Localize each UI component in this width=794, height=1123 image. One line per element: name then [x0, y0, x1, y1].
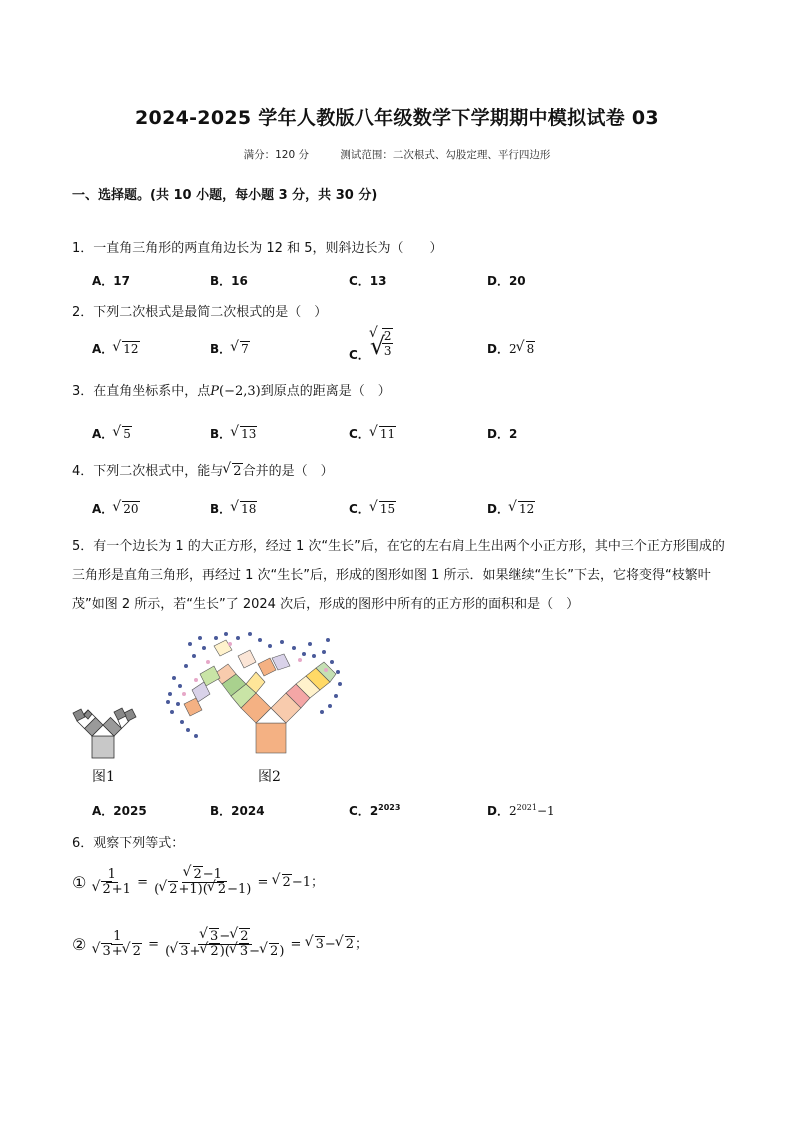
option-c: C． √ √ $\frac{2}{3}$: [349, 328, 393, 358]
question-4: 4．下列二次根式中，能与√ 2合并的是（ ）: [72, 462, 334, 482]
option-b: B．√ 18: [210, 500, 257, 517]
question-1: 1．一直角三角形的两直角边长为 12 和 5，则斜边长为（ ）: [72, 241, 443, 256]
figure-1-pythagoras-tree-icon: [70, 700, 142, 760]
equation-2: ② 1 √ 3+√ 2 = √ $\frac{3-√ 2}{(√ 3+√ 2)(√ 3-√ 2)}$ = √ 3−√ 2；: [72, 930, 368, 959]
question-5: 5．有一个边长为 1 的大正方形，经过 1 次“生长”后，在它的左右肩上生出两个小正方形，其中三个正方形围成的三角形是直角三角形，再经过 1 次“生长”后，形成的图形如图 1 所示．如果继续“生长”下去，它将变得“枝繁叶茂”如图 2 所示，若“生长”了 2024 次后，形成的图形中所有的正方形的面积和是（ ）: [72, 539, 725, 612]
figure-2-pythagoras-tree-icon: [160, 626, 346, 756]
question-2: 2．下列二次根式是最简二次根式的是（ ）: [72, 305, 328, 320]
option-d: D．20: [487, 274, 526, 288]
equation-1: ① 1 √ 2+1 = √ $\frac{2-1}{(√ 2+1)(√ 2-1)}$ = √ 2−1；: [72, 868, 324, 897]
test-scope: 测试范围：二次根式、勾股定理、平行四边形: [340, 149, 551, 161]
full-score: 满分：120 分: [243, 149, 310, 161]
option-c: C．√ 15: [349, 500, 396, 517]
option-b: B．16: [210, 274, 248, 288]
option-a: A．√ 12: [92, 340, 140, 357]
question-3: 3．在直角坐标系中，点P(−2,3)到原点的距离是（ ）: [72, 384, 391, 399]
option-c: C．13: [349, 274, 387, 288]
option-d: D．√ 12: [487, 500, 535, 517]
option-a: A．2025: [92, 804, 147, 818]
option-b: B．2024: [210, 804, 265, 818]
option-b: B．√ 13: [210, 425, 257, 442]
page-title: 2024-2025 学年人教版八年级数学下学期期中模拟试卷 03: [135, 107, 659, 129]
option-b: B．√ 7: [210, 340, 250, 357]
question-6: 6．观察下列等式：: [72, 836, 185, 851]
option-a: A．17: [92, 274, 130, 288]
option-d: D．2√ 8: [487, 340, 535, 357]
section-heading: 一、选择题。(共 10 小题，每小题 3 分，共 30 分): [72, 188, 378, 203]
option-d: D．2: [487, 427, 518, 441]
option-c: C．√ 11: [349, 425, 396, 442]
option-c: C．$2^{2023}$: [349, 803, 401, 818]
subtitle: [0, 147, 794, 162]
figure-2-label: 图2: [258, 769, 281, 785]
option-a: A．√ 20: [92, 500, 140, 517]
option-a: A．√ 5: [92, 425, 132, 442]
figure-1-label: 图1: [92, 769, 115, 785]
option-d: D．$2^{2021}-1$: [487, 803, 555, 818]
